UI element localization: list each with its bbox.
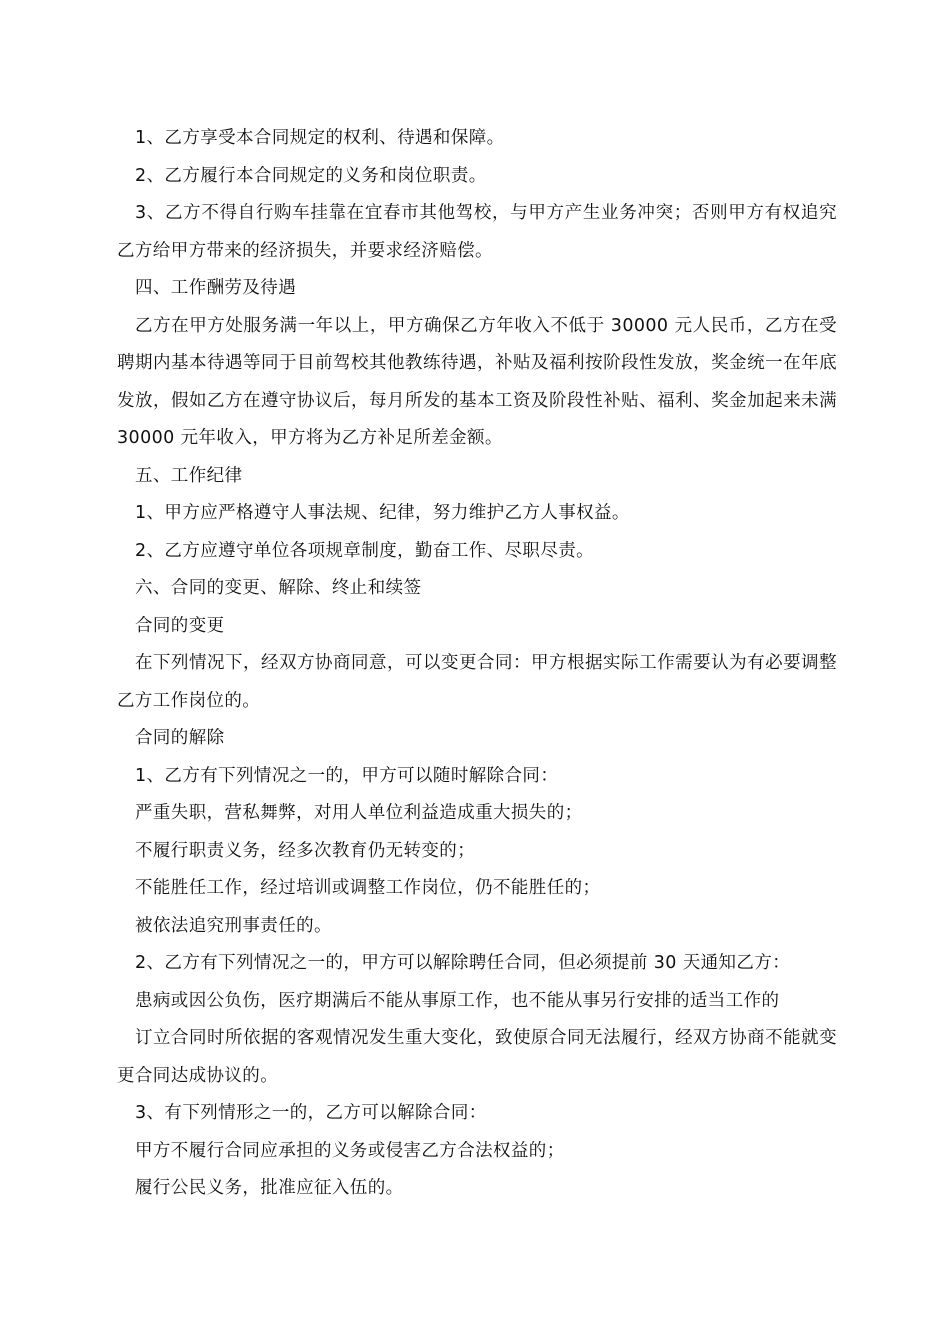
subheading-contract-termination: 合同的解除: [135, 728, 225, 748]
document-body: [117, 120, 837, 1208]
paragraph-discipline-1: 1、甲方应严格遵守人事法规、纪律，努力维护乙方人事权益。: [135, 503, 630, 523]
paragraph-termination-3b: 履行公民义务，批准应征入伍的。: [135, 1178, 404, 1198]
subheading-contract-change: 合同的变更: [135, 615, 225, 636]
paragraph-termination-1d: 被依法追究刑事责任的。: [135, 915, 332, 936]
section-heading-5: 五、工作纪律: [135, 465, 243, 486]
paragraph-termination-3: 3、有下列情形之一的，乙方可以解除合同：: [135, 1103, 487, 1123]
paragraph-termination-2a: 患病或因公负伤，医疗期满后不能从事原工作，也不能从事另行安排的适当工作的: [135, 990, 780, 1011]
paragraph-termination-1b: 不履行职责义务，经多次教育仍无转变的；: [135, 840, 476, 861]
paragraph-termination-1a: 严重失职，营私舞弊，对用人单位利益造成重大损失的；: [135, 803, 583, 823]
paragraph-termination-3a: 甲方不履行合同应承担的义务或侵害乙方合法权益的；: [135, 1140, 565, 1161]
paragraph-termination-2b: 订立合同时所依据的客观情况发生重大变化，致使原合同无法履行，经双方协商不能就变更合同达成协议的。: [117, 1028, 837, 1086]
paragraph-discipline-2: 2、乙方应遵守单位各项规章制度，勤奋工作、尽职尽责。: [135, 540, 595, 561]
paragraph-contract-change: 在下列情况下，经双方协商同意，可以变更合同：甲方根据实际工作需要认为有必要调整乙方工作岗位的。: [117, 653, 837, 711]
paragraph-termination-1: 1、乙方有下列情况之一的，甲方可以随时解除合同：: [135, 765, 559, 786]
paragraph-termination-2: 2、乙方有下列情况之一的，甲方可以解除聘任合同，但必须提前 30 天通知乙方：: [135, 953, 791, 973]
paragraph-3: 3、乙方不得自行购车挂靠在宜春市其他驾校，与甲方产生业务冲突；否则甲方有权追究乙方给甲方带来的经济损失，并要求经济赔偿。: [117, 203, 837, 261]
section-heading-4: 四、工作酬劳及待遇: [135, 278, 297, 298]
paragraph-1: 1、乙方享受本合同规定的权利、待遇和保障。: [135, 128, 505, 148]
paragraph-2: 2、乙方履行本合同规定的义务和岗位职责。: [135, 165, 487, 186]
paragraph-compensation: 乙方在甲方处服务满一年以上，甲方确保乙方年收入不低于 30000 元人民币，乙方在受聘期内基本待遇等同于目前驾校其他教练待遇，补贴及福利按阶段性发放，奖金统一在年底发放，假如乙方在遵守协议后，每月所发的基本工资及阶段性补贴、福利、奖金加起来未满 30000 元年收入，甲方将为乙方补足所差金额。: [117, 315, 837, 448]
paragraph-termination-1c: 不能胜任工作，经过培训或调整工作岗位，仍不能胜任的；: [135, 878, 601, 898]
section-heading-6: 六、合同的变更、解除、终止和续签: [135, 578, 422, 598]
